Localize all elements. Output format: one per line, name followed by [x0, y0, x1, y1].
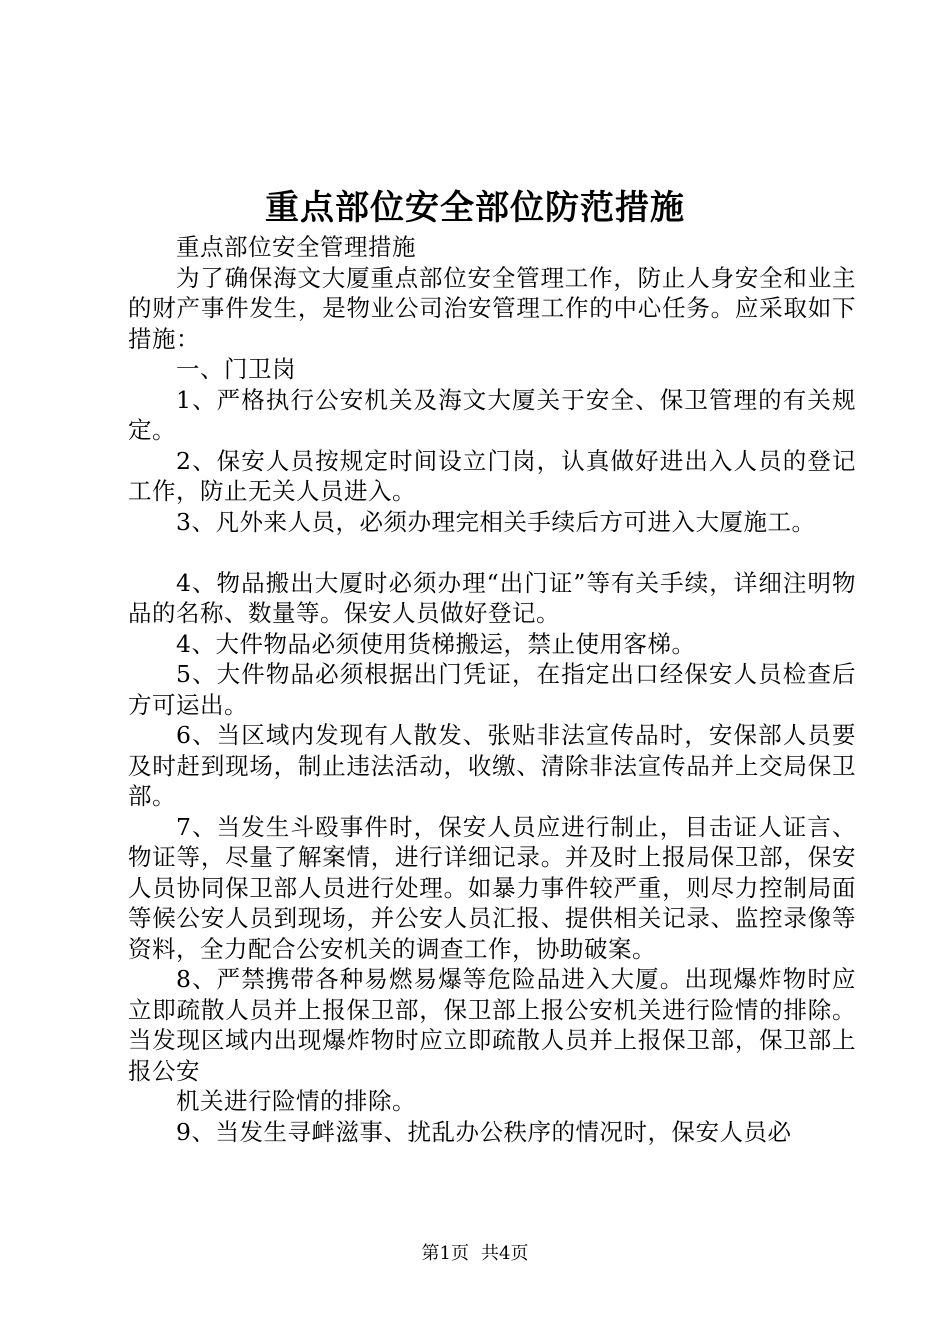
page-number: 第1页 [421, 1243, 469, 1264]
paragraph-item-9: 9、当发生寻衅滋事、扰乱办公秩序的情况时，保安人员必 [176, 1117, 792, 1146]
paragraph-item-6: 6、当区域内发现有人散发、张贴非法宣传品时，安保部人员要及时赶到现场，制止违法活动，收缴、清除非法宣传品并上交局保卫部。 [128, 721, 856, 810]
paragraph-item-7: 7、当发生斗殴事件时，保安人员应进行制止，目击证人证言、物证等，尽量了解案情，进行详细记录。并及时上报局保卫部，保安人员协同保卫部人员进行处理。如暴力事件较严重，则尽力控制局面等候公安人员到现场，并公安人员汇报、提供相关记录、监控录像等资料，全力配合公安机关的调查工作，协助破案。 [128, 812, 856, 963]
paragraph-item-3: 3、凡外来人员，必须办理完相关手续后方可进入大厦施工。 [176, 507, 816, 536]
document-title: 重点部位安全部位防范措施 [265, 188, 685, 228]
paragraph-item-5: 5、大件物品必须根据出门凭证，在指定出口经保安人员检查后方可运出。 [128, 660, 856, 719]
paragraph-item-2: 2、保安人员按规定时间设立门岗，认真做好进出入人员的登记工作，防止无关人员进入。 [128, 446, 856, 505]
paragraph-item-4b: 4、大件物品必须使用货梯搬运，禁止使用客梯。 [176, 629, 696, 658]
paragraph-item-4a: 4、物品搬出大厦时必须办理“出门证”等有关手续，详细注明物品的名称、数量等。保安人员做好登记。 [128, 568, 856, 627]
paragraph-intro: 为了确保海文大厦重点部位安全管理工作，防止人身安全和业主的财产事件发生，是物业公司治安管理工作的中心任务。应采取如下措施： [128, 263, 856, 353]
paragraph-section-heading: 一、门卫岗 [176, 355, 296, 383]
document-body [128, 232, 856, 1147]
page-total: 共4页 [481, 1243, 529, 1264]
paragraph-item-1: 1、严格执行公安机关及海文大厦关于安全、保卫管理的有关规定。 [128, 385, 856, 444]
paragraph-item-8-continued: 机关进行险情的排除。 [176, 1087, 416, 1115]
paragraph-subtitle: 重点部位安全管理措施 [176, 233, 416, 261]
page-footer [0, 1242, 950, 1266]
paragraph-item-8: 8、严禁携带各种易燃易爆等危险品进入大厦。出现爆炸物时应立即疏散人员并上报保卫部，保卫部上报公安机关进行险情的排除。当发现区域内出现爆炸物时应立即疏散人员并上报保卫部，保卫部上报公安 [128, 965, 856, 1085]
